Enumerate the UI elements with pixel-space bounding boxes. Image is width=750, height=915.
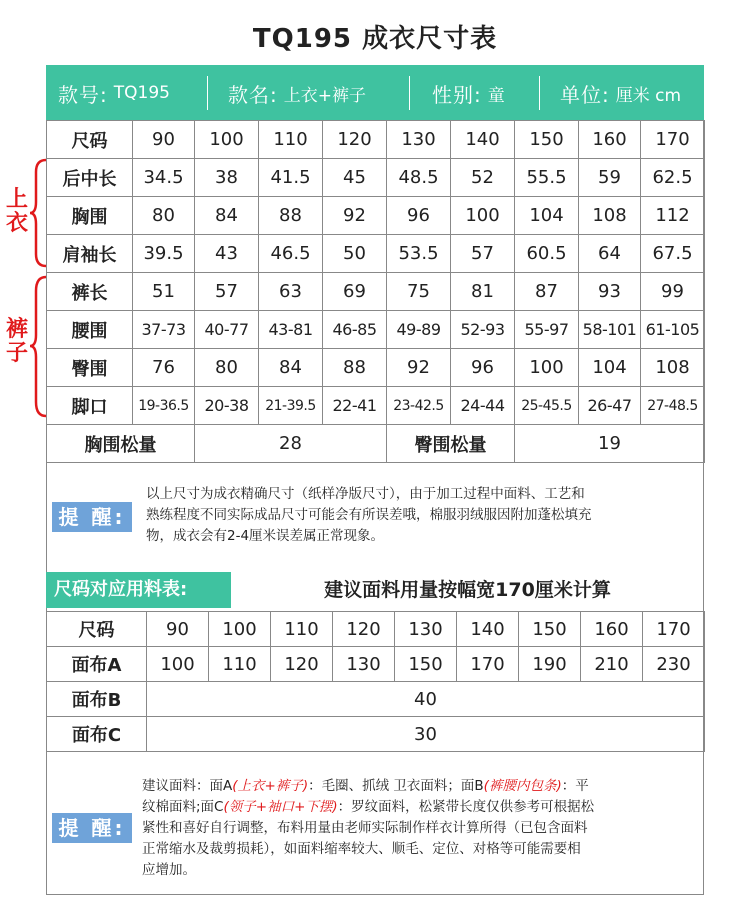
table-cell: 51 [133, 273, 195, 311]
table-cell: 80 [195, 349, 259, 387]
table-cell: 150 [519, 612, 581, 647]
size-table [46, 120, 705, 463]
table-cell: 76 [133, 349, 195, 387]
table-cell: 49-89 [387, 311, 451, 349]
advice-seg: ：罗纹面料，松紧带长度仅供参考可根据松 [337, 799, 595, 815]
table-cell: 130 [395, 612, 457, 647]
table-cell: 52 [451, 159, 515, 197]
table-cell: 40-77 [195, 311, 259, 349]
advice-line [142, 797, 594, 818]
fabric-c-row [47, 717, 705, 752]
table-cell: 62.5 [641, 159, 705, 197]
table-row [47, 311, 705, 349]
table-cell: 99 [641, 273, 705, 311]
table-cell: 130 [387, 121, 451, 159]
table-cell: 120 [323, 121, 387, 159]
table-cell: 20-38 [195, 387, 259, 425]
table-cell: 160 [581, 612, 643, 647]
fabric-b-value: 40 [147, 682, 705, 717]
table-cell: 100 [195, 121, 259, 159]
table-cell: 26-47 [579, 387, 641, 425]
table-cell: 57 [195, 273, 259, 311]
table-cell: 84 [195, 197, 259, 235]
table-cell: 46-85 [323, 311, 387, 349]
table-cell: 39.5 [133, 235, 195, 273]
table-cell: 100 [147, 647, 209, 682]
row-label: 裤长 [47, 273, 133, 311]
style-name-key: 款名: [228, 82, 278, 107]
reminder-label-2: 提 醒: [52, 813, 132, 843]
usage-table-label: 尺码对应用料表: [46, 572, 231, 608]
table-cell: 140 [457, 612, 519, 647]
table-cell: 43-81 [259, 311, 323, 349]
table-cell: 27-48.5 [641, 387, 705, 425]
table-cell: 64 [579, 235, 641, 273]
row-label: 胸围 [47, 197, 133, 235]
advice-seg: 纹棉面料;面C [142, 799, 224, 815]
table-cell: 34.5 [133, 159, 195, 197]
advice-line: 应增加。 [142, 862, 196, 878]
reminder-line: 物，成衣会有2-4厘米误差属正常现象。 [146, 528, 385, 544]
table-cell: 170 [643, 612, 705, 647]
table-cell: 87 [515, 273, 579, 311]
table-row [47, 273, 705, 311]
unit-value: 厘米 cm [615, 85, 682, 106]
table-cell: 96 [451, 349, 515, 387]
table-row [47, 121, 705, 159]
table-cell: 38 [195, 159, 259, 197]
table-cell: 50 [323, 235, 387, 273]
advice-highlight: (上衣+裤子) [232, 778, 309, 794]
table-cell: 24-44 [451, 387, 515, 425]
table-cell: 52-93 [451, 311, 515, 349]
table-cell: 19-36.5 [133, 387, 195, 425]
table-cell: 93 [579, 273, 641, 311]
table-cell: 130 [333, 647, 395, 682]
table-cell: 100 [515, 349, 579, 387]
table-cell: 23-42.5 [387, 387, 451, 425]
table-cell: 88 [323, 349, 387, 387]
top-brace-icon [28, 158, 48, 268]
table-cell: 120 [271, 647, 333, 682]
table-cell: 60.5 [515, 235, 579, 273]
table-cell: 90 [133, 121, 195, 159]
table-row [47, 349, 705, 387]
table-cell: 112 [641, 197, 705, 235]
table-cell: 25-45.5 [515, 387, 579, 425]
fabric-b-row [47, 682, 705, 717]
table-cell: 150 [515, 121, 579, 159]
table-cell: 21-39.5 [259, 387, 323, 425]
table-cell: 22-41 [323, 387, 387, 425]
table-cell: 140 [451, 121, 515, 159]
table-cell: 210 [581, 647, 643, 682]
table-cell: 120 [333, 612, 395, 647]
fabric-c-value: 30 [147, 717, 705, 752]
fabric-advice-text [142, 776, 594, 881]
table-cell: 57 [451, 235, 515, 273]
table-cell: 90 [147, 612, 209, 647]
table-cell: 108 [641, 349, 705, 387]
reminder-text [146, 484, 592, 547]
table-row [47, 197, 705, 235]
advice-seg: ：毛圈、抓绒 卫衣面料；面B [308, 778, 484, 794]
unit-key: 单位: [560, 82, 610, 107]
table-cell: 61-105 [641, 311, 705, 349]
usage-size-row [47, 612, 705, 647]
fabric-usage-table [46, 611, 705, 752]
advice-line [142, 776, 594, 797]
reminder-label: 提 醒: [52, 502, 132, 532]
table-cell: 75 [387, 273, 451, 311]
table-cell: 150 [395, 647, 457, 682]
table-cell: 104 [515, 197, 579, 235]
table-cell: 41.5 [259, 159, 323, 197]
table-cell: 110 [209, 647, 271, 682]
table-row [47, 387, 705, 425]
fabric-c-label: 面布C [47, 717, 147, 752]
gender-value: 童 [487, 85, 505, 106]
row-label: 后中长 [47, 159, 133, 197]
table-cell: 230 [643, 647, 705, 682]
style-no-value: TQ195 [113, 83, 170, 103]
table-cell: 92 [323, 197, 387, 235]
advice-highlight: (裤腰内包条) [483, 778, 562, 794]
table-row [47, 235, 705, 273]
table-cell: 110 [271, 612, 333, 647]
row-label: 尺码 [47, 612, 147, 647]
ease-row [47, 425, 705, 463]
info-bar [46, 65, 704, 121]
table-cell: 110 [259, 121, 323, 159]
row-label: 腰围 [47, 311, 133, 349]
table-cell: 55-97 [515, 311, 579, 349]
table-cell: 58-101 [579, 311, 641, 349]
table-cell: 48.5 [387, 159, 451, 197]
gender-key: 性别: [432, 82, 482, 107]
unit-cell [540, 76, 704, 110]
chest-ease-value: 28 [195, 425, 387, 463]
hip-ease-value: 19 [515, 425, 705, 463]
usage-table-title: 建议面料用量按幅宽170厘米计算 [324, 579, 611, 601]
style-no-key: 款号: [58, 82, 108, 107]
table-row [47, 159, 705, 197]
fabric-a-row [47, 647, 705, 682]
hip-ease-label: 臀围松量 [387, 425, 515, 463]
table-cell: 46.5 [259, 235, 323, 273]
row-label: 尺码 [47, 121, 133, 159]
advice-line: 正常缩水及裁剪损耗），如面料缩率较大、顺毛、定位、对格等可能需要相 [142, 841, 581, 857]
chest-ease-label: 胸围松量 [47, 425, 195, 463]
note-box-1 [46, 458, 704, 572]
table-cell: 81 [451, 273, 515, 311]
table-cell: 100 [451, 197, 515, 235]
table-cell: 108 [579, 197, 641, 235]
table-cell: 67.5 [641, 235, 705, 273]
table-cell: 160 [579, 121, 641, 159]
row-label: 脚口 [47, 387, 133, 425]
advice-seg: ：平 [561, 778, 589, 794]
table-cell: 84 [259, 349, 323, 387]
style-name-cell [208, 76, 410, 110]
advice-seg: 建议面料：面A [142, 778, 233, 794]
row-label: 肩袖长 [47, 235, 133, 273]
table-cell: 104 [579, 349, 641, 387]
reminder-line: 熟练程度不同实际成品尺寸可能会有所误差哦，棉服羽绒服因附加蓬松填充 [146, 507, 592, 523]
page-title: TQ195 成衣尺寸表 [252, 24, 498, 54]
table-cell: 170 [641, 121, 705, 159]
table-cell: 190 [519, 647, 581, 682]
reminder-line: 以上尺寸为成衣精确尺寸（纸样净版尺寸），由于加工过程中面料、工艺和 [146, 486, 585, 502]
row-label: 臀围 [47, 349, 133, 387]
style-name-value: 上衣+裤子 [283, 85, 366, 106]
style-no-cell [46, 76, 208, 110]
advice-line: 紧性和喜好自行调整，布料用量由老师实际制作样衣计算所得（已包含面料 [142, 820, 588, 836]
table-cell: 170 [457, 647, 519, 682]
top-garment-label: 上衣 [6, 187, 29, 236]
table-cell: 80 [133, 197, 195, 235]
table-cell: 100 [209, 612, 271, 647]
table-cell: 43 [195, 235, 259, 273]
pants-brace-icon [28, 275, 48, 418]
table-cell: 63 [259, 273, 323, 311]
fabric-b-label: 面布B [47, 682, 147, 717]
table-cell: 55.5 [515, 159, 579, 197]
gender-cell [410, 76, 540, 110]
table-cell: 37-73 [133, 311, 195, 349]
pants-label: 裤子 [6, 317, 29, 366]
row-label: 面布A [47, 647, 147, 682]
table-cell: 53.5 [387, 235, 451, 273]
table-cell: 88 [259, 197, 323, 235]
table-cell: 59 [579, 159, 641, 197]
table-cell: 45 [323, 159, 387, 197]
note-box-2 [46, 758, 704, 895]
table-cell: 92 [387, 349, 451, 387]
table-cell: 96 [387, 197, 451, 235]
table-cell: 69 [323, 273, 387, 311]
advice-highlight: (领子+袖口+下摆) [223, 799, 338, 815]
